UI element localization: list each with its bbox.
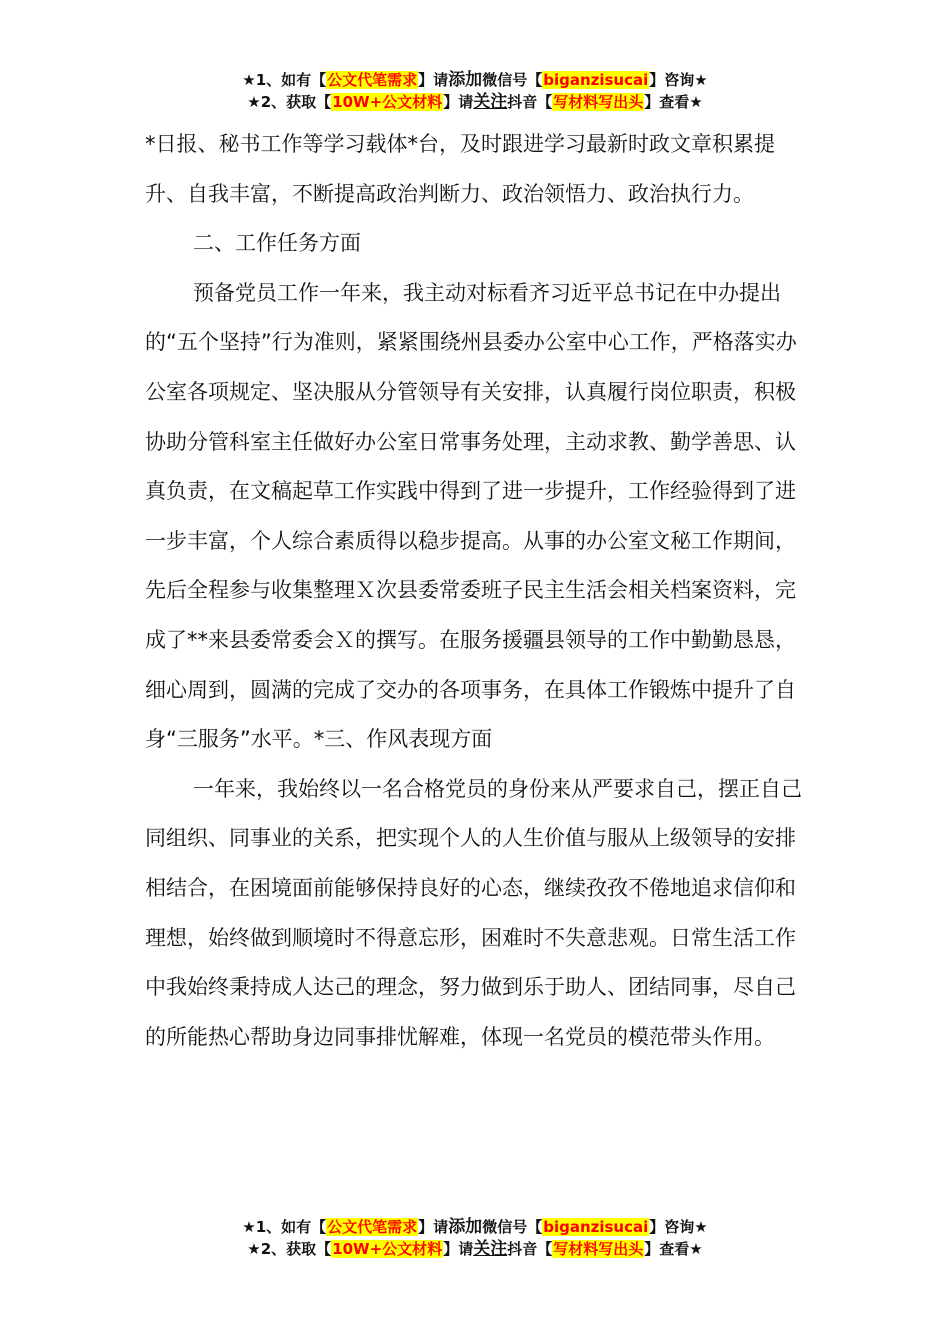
banner-emphasis: 添加 [448, 70, 483, 90]
banner-text: 】请 [443, 93, 474, 111]
highlight-douyin-id: 写材料写出头 [553, 1240, 644, 1258]
highlight-wechat-id: biganzisucai [543, 71, 649, 89]
highlight-wechat-id: biganzisucai [543, 1218, 649, 1236]
header-banner [0, 69, 950, 113]
section-heading-work-tasks: 二、工作任务方面 [193, 231, 361, 256]
banner-text: 】查看★ [644, 1240, 703, 1258]
banner-text: 】咨询★ [649, 1218, 708, 1236]
banner-line-2 [0, 1238, 950, 1260]
banner-text: 】请 [443, 1240, 474, 1258]
banner-emphasis: 关注 [473, 92, 508, 112]
paragraph-work-tasks: 预备党员工作一年来，我主动对标看齐习近平总书记在中办提出的“五个坚持”行为准则，紧紧围绕州县委办公室中心工作，严格落实办公室各项规定、坚决服从分管领导有关安排，认真履行岗位职责，积极协助分管科室主任做好办公室日常事务处理，主动求教、勤学善思、认真负责，在文稿起草工作实践中得到了进一步提升，工作经验得到了进一步丰富，个人综合素质得以稳步提高。从事的办公室文秘工作期间，先后全程参与收集整理Ｘ次县委常委班子民主生活会相关档案资料，完成了**来县委常委会Ｘ的撰写。在服务援疆县领导的工作中勤勤恳恳，细心周到，圆满的完成了交办的各项事务，在具体工作锻炼中提升了自身“三服务”水平。*三、作风表现方面 [145, 280, 797, 752]
banner-text: 抖音【 [507, 1240, 553, 1258]
banner-line-1 [0, 69, 950, 91]
highlight-douyin-id: 写材料写出头 [553, 93, 644, 111]
banner-text: ★2、获取【 [247, 93, 332, 111]
banner-emphasis: 添加 [448, 1217, 483, 1237]
highlight-materials: 10W+公文材料 [332, 93, 443, 111]
banner-text: 微信号【 [482, 71, 543, 89]
highlight-service: 公文代笔需求 [327, 71, 418, 89]
banner-text: 微信号【 [482, 1218, 543, 1236]
banner-line-2 [0, 91, 950, 113]
highlight-materials: 10W+公文材料 [332, 1240, 443, 1258]
banner-text: 】请 [418, 71, 449, 89]
banner-text: ★1、如有【 [242, 1218, 327, 1236]
banner-line-1 [0, 1216, 950, 1238]
banner-emphasis: 关注 [473, 1239, 508, 1259]
banner-text: 】查看★ [644, 93, 703, 111]
paragraph-work-style: 一年来，我始终以一名合格党员的身份来从严要求自己，摆正自己同组织、同事业的关系，把实现个人的人生价值与服从上级领导的安排相结合，在困境面前能够保持良好的心态，继续孜孜不倦地追求信仰和理想，始终做到顺境时不得意忘形，困难时不失意悲观。日常生活工作中我始终秉持成人达己的理念，努力做到乐于助人、团结同事，尽自己的所能热心帮助身边同事排忧解难，体现一名党员的模范带头作用。 [145, 776, 802, 1049]
highlight-service: 公文代笔需求 [327, 1218, 418, 1236]
banner-text: 】请 [418, 1218, 449, 1236]
banner-text: ★1、如有【 [242, 71, 327, 89]
paragraph-continued: *日报、秘书工作等学习载体*台，及时跟进学习最新时政文章积累提升、自我丰富，不断提高政治判断力、政治领悟力、政治执行力。 [145, 132, 775, 206]
footer-banner [0, 1216, 950, 1260]
document-body [145, 120, 805, 1062]
banner-text: ★2、获取【 [247, 1240, 332, 1258]
banner-text: 】咨询★ [649, 71, 708, 89]
banner-text: 抖音【 [507, 93, 553, 111]
